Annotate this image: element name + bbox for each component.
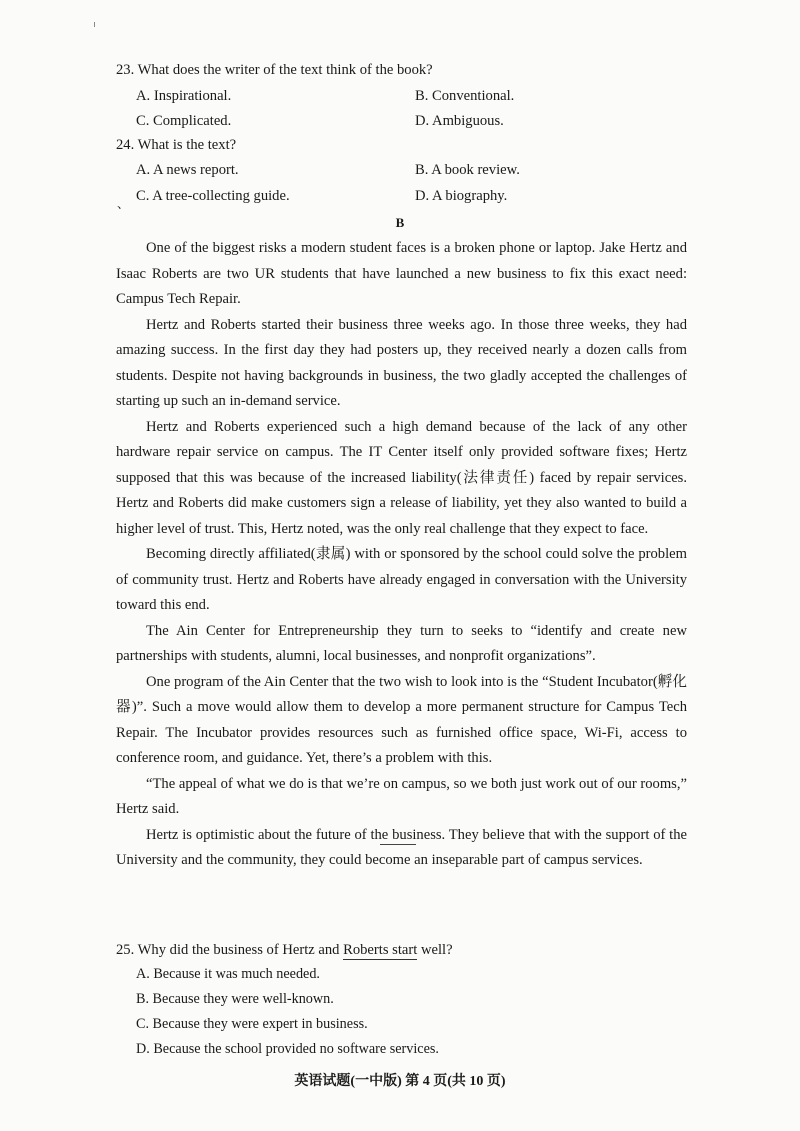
question-25-stem: [116, 942, 453, 959]
question-25-option-b[interactable]: B. Because they were well-known.: [136, 991, 334, 1007]
pencil-tick-mark: 、: [117, 197, 130, 211]
passage-paragraph-6: One program of the Ain Center that the two wish to look into is the “Student Incubator(孵化器)”. Such a move would allow them to develop a more permanent structure for Campus Tech Repair. The Incubator provides resources such as furnished office space, Wi-Fi, access to conference room, and guidance. Yet, there’s a problem with this.: [116, 673, 687, 766]
question-24-option-b[interactable]: B. A book review.: [415, 162, 520, 178]
question-24-option-d[interactable]: D. A biography.: [415, 188, 508, 204]
pencil-underline-mark: [380, 844, 416, 845]
passage-paragraph-4: Becoming directly affiliated(隶属) with or sponsored by the school could solve the problem of community trust. Hertz and Roberts have already engaged in conversation with the University toward this end.: [116, 546, 687, 613]
question-24-option-c[interactable]: C. A tree-collecting guide.: [136, 188, 290, 204]
section-heading: B: [395, 215, 405, 230]
question-23-option-b[interactable]: B. Conventional.: [415, 88, 515, 104]
passage-paragraph-7: “The appeal of what we do is that we’re on campus, so we both just work out of our rooms,” Hertz said.: [116, 775, 687, 817]
question-25-option-d[interactable]: D. Because the school provided no software services.: [136, 1041, 439, 1057]
question-25-option-a[interactable]: A. Because it was much needed.: [136, 966, 320, 982]
reading-passage: [116, 236, 687, 874]
question-25-option-c[interactable]: C. Because they were expert in business.: [136, 1016, 368, 1032]
page-footer: 英语试题(一中版) 第 4 页(共 10 页): [294, 1074, 506, 1089]
question-25-underlined-phrase: Roberts start: [343, 942, 418, 958]
passage-paragraph-8: Hertz is optimistic about the future of the business. They believe that with the support of the University and the community, they could become an inseparable part of campus services.: [116, 826, 687, 868]
question-23-option-a[interactable]: A. Inspirational.: [136, 88, 232, 104]
passage-paragraph-1: One of the biggest risks a modern student faces is a broken phone or laptop. Jake Hertz and Isaac Roberts are two UR students that have launched a new business to fix this exact need: Campus Tech Repair.: [116, 240, 687, 307]
question-24-stem: 24. What is the text?: [116, 137, 237, 153]
question-23-stem: 23. What does the writer of the text think of the book?: [116, 62, 433, 78]
question-25-stem-start: 25. Why did the business of Hertz and: [116, 942, 344, 958]
question-23-option-c[interactable]: C. Complicated.: [136, 113, 232, 129]
passage-paragraph-2: Hertz and Roberts started their business three weeks ago. In those three weeks, they had amazing success. In the first day they had posters up, they received nearly a dozen calls from students. Despite not having backgrounds in business, the two gladly accepted the challenges of starting up such an in-demand service.: [116, 316, 687, 409]
scan-speck: [94, 22, 95, 27]
question-23-option-d[interactable]: D. Ambiguous.: [415, 113, 504, 129]
passage-paragraph-3: Hertz and Roberts experienced such a high demand because of the lack of any other hardware repair service on campus. The IT Center itself only provided software fixes; Hertz supposed that this was because of the increased liability(法律责任) faced by repair services. Hertz and Roberts did make customers sign a release of liability, yet they also wanted to build a higher level of trust. This, Hertz noted, was the only real challenge that they expect to face.: [116, 418, 687, 537]
question-24-option-a[interactable]: A. A news report.: [136, 162, 239, 178]
passage-paragraph-5: The Ain Center for Entrepreneurship they turn to seeks to “identify and create new partnerships with students, alumni, local businesses, and nonprofit organizations”.: [116, 622, 687, 664]
question-25-stem-end: well?: [417, 942, 453, 958]
